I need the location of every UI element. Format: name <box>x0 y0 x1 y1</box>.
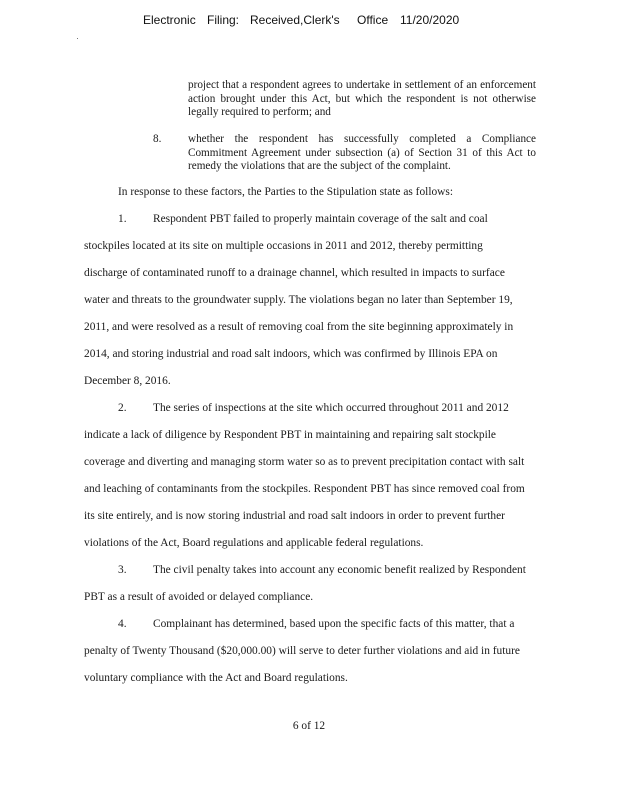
page-number: 6 of 12 <box>292 720 326 732</box>
scan-speck <box>77 38 78 39</box>
paragraph-line: penalty of Twenty Thousand ($20,000.00) will serve to deter further violations and aid in future <box>84 645 520 657</box>
paragraph-line: 2014, and storing industrial and road salt indoors, which was confirmed by Illinois EPA on <box>84 348 498 360</box>
paragraph-line: Respondent PBT failed to properly maintain coverage of the salt and coal <box>153 213 488 225</box>
header-word: Filing: <box>207 13 240 27</box>
paragraph-number: 4. <box>118 618 127 630</box>
paragraph-number: 1. <box>118 213 127 225</box>
paragraph-line: coverage and diverting and managing storm water so as to prevent precipitation contact with salt <box>84 456 525 468</box>
paragraph-line: Complainant has determined, based upon the specific facts of this matter, that a <box>153 618 515 630</box>
paragraph-line: stockpiles located at its site on multiple occasions in 2011 and 2012, thereby permitting <box>84 240 483 252</box>
paragraph-line: voluntary compliance with the Act and Board regulations. <box>84 672 348 684</box>
paragraph-line: The civil penalty takes into account any economic benefit realized by Respondent <box>153 564 526 576</box>
paragraph-line: December 8, 2016. <box>84 375 171 387</box>
paragraph-line: its site entirely, and is now storing industrial and road salt indoors in order to prevent further <box>84 510 505 522</box>
list-item-8-number: 8. <box>153 133 162 145</box>
paragraph-line: indicate a lack of diligence by Respondent PBT in maintaining and repairing salt stockpile <box>84 429 496 441</box>
paragraph-line: The series of inspections at the site which occurred throughout 2011 and 2012 <box>153 402 509 414</box>
header-word: 11/20/2020 <box>400 13 460 27</box>
header-word: Office <box>357 13 389 27</box>
paragraph-line: and leaching of contaminants from the stockpiles. Respondent PBT has since removed coal from <box>84 483 525 495</box>
paragraph-line: violations of the Act, Board regulations and applicable federal regulations. <box>84 537 424 549</box>
list-item-8-text: whether the respondent has successfully completed a Compliance Commitment Agreement under subsection (a) of Section 31 of this Act to remedy the violations that are the subject of the complaint. <box>188 133 536 172</box>
header-word: Electronic <box>143 13 196 27</box>
list-item-7-continued: project that a respondent agrees to undertake in settlement of an enforcement action brought under this Act, but which the respondent is not otherwise legally required to perform; and <box>188 79 536 118</box>
paragraph-line: discharge of contaminated runoff to a drainage channel, which resulted in impacts to surface <box>84 267 505 279</box>
header-word: Received,Clerk's <box>250 13 340 27</box>
intro-sentence: In response to these factors, the Parties to the Stipulation state as follows: <box>118 186 454 198</box>
paragraph-number: 2. <box>118 402 127 414</box>
paragraph-line: PBT as a result of avoided or delayed compliance. <box>84 591 314 603</box>
paragraph-line: 2011, and were resolved as a result of removing coal from the site beginning approximately in <box>84 321 514 333</box>
paragraph-number: 3. <box>118 564 127 576</box>
paragraph-line: water and threats to the groundwater supply. The violations began no later than September 19, <box>84 294 513 306</box>
